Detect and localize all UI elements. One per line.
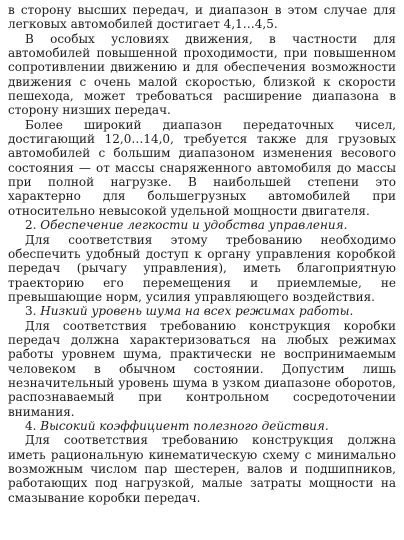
paragraph-4: Для соответствия этому требованию необходимо обеспечить удобный доступ к органу управления коробкой передач (рычагу управления), иметь благоприятную траекторию его перемещения и приемлемые, не превышающие норм, усилия управляющего воздействия. [8, 232, 396, 304]
paragraph-1: в сторону высших передач, и диапазон в этом случае для легковых автомобилей достигает 4,1…4,5. [8, 3, 396, 32]
list-item-number: 4. [25, 418, 37, 433]
list-item-heading-4 [8, 419, 396, 433]
paragraph-5: Для соответствия требованию конструкция коробки передач должна характеризоваться на любых режимах работы уровнем шума, практически не воспринимаемым человеком в обычном состоянии. Допустим лишь незначительный уровень шума в узком диапазоне оборотов, распознаваемый при контрольном сосредоточении внимания. [8, 318, 396, 419]
list-item-heading-2 [8, 218, 396, 232]
list-item-heading-3 [8, 304, 396, 318]
list-item-number: 2. [25, 218, 37, 233]
paragraph-3: Более широкий диапазон передаточных чисел, достигающий 12,0…14,0, требуется также для грузовых автомобилей с большим диапазоном изменения весового состояния — от массы снаряженного автомобиля до массы при полной нагрузке. В наибольшей степени это характерно для большегрузных автомобилей при относительно невысокой удельной мощности двигателя. [8, 117, 396, 218]
list-item-title: Обеспечение легкости и удобства управления. [40, 218, 348, 233]
list-item-title: Высокий коэффициент полезного действия. [40, 418, 329, 433]
paragraph-6: Для соответствия требованию конструкция должна иметь рациональную кинематическую схему с минимально возможным числом пар шестерен, валов и подшипников, работающих под нагрузкой, малые затраты мощности на смазывание коробки передач. [8, 433, 396, 505]
list-item-number: 3. [25, 304, 37, 319]
list-item-title: Низкий уровень шума на всех режимах работы. [40, 304, 354, 319]
paragraph-2: В особых условиях движения, в частности для автомобилей повышенной проходимости, при повышенном сопротивлении движению и для обеспечения возможности движения с очень малой скоростью, близкой к скорости пешехода, может требоваться расширение диапазона в сторону низших передач. [8, 31, 396, 118]
